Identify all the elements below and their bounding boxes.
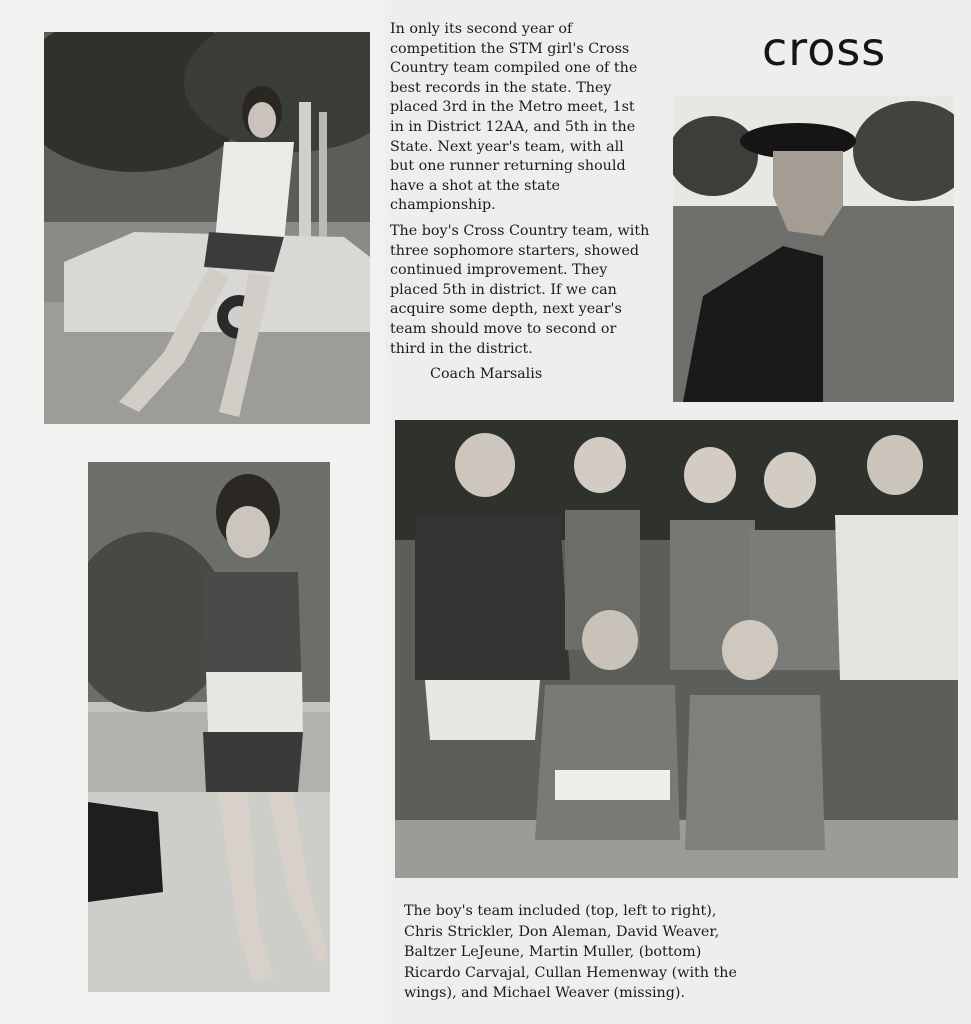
coach-photo [673,96,954,402]
article-signature: Coach Marsalis [430,366,543,383]
team-photo-caption: The boy's team included (top, left to right), Chris Strickler, Don Aleman, David Weaver, Baltzer LeJeune, Martin Muller, (bottom) Ricardo Carvajal, Cullan Hemenway (with the wings), and Michael Weaver (missing). [404,903,737,1001]
article-paragraph-boys: The boy's Cross Country team, with three sophomore starters, showed continued improvement. They placed 5th in district. If we can acquire some depth, next year's team should move to second or third in the district. [390,222,650,357]
runner-photo-top-left [44,32,370,424]
article-paragraph-girls: In only its second year of competition the STM girl's Cross Country team compiled one of the best records in the state. They placed 3rd in the Metro meet, 1st in in District 12AA, and 5th in the State. Next year's team, with all but one runner returning should have a shot at the state championship. [390,21,638,214]
runner-photo-bottom-left [88,462,330,992]
team-photo [395,420,958,878]
page-headline: cross [762,22,887,76]
article-text [390,20,652,385]
